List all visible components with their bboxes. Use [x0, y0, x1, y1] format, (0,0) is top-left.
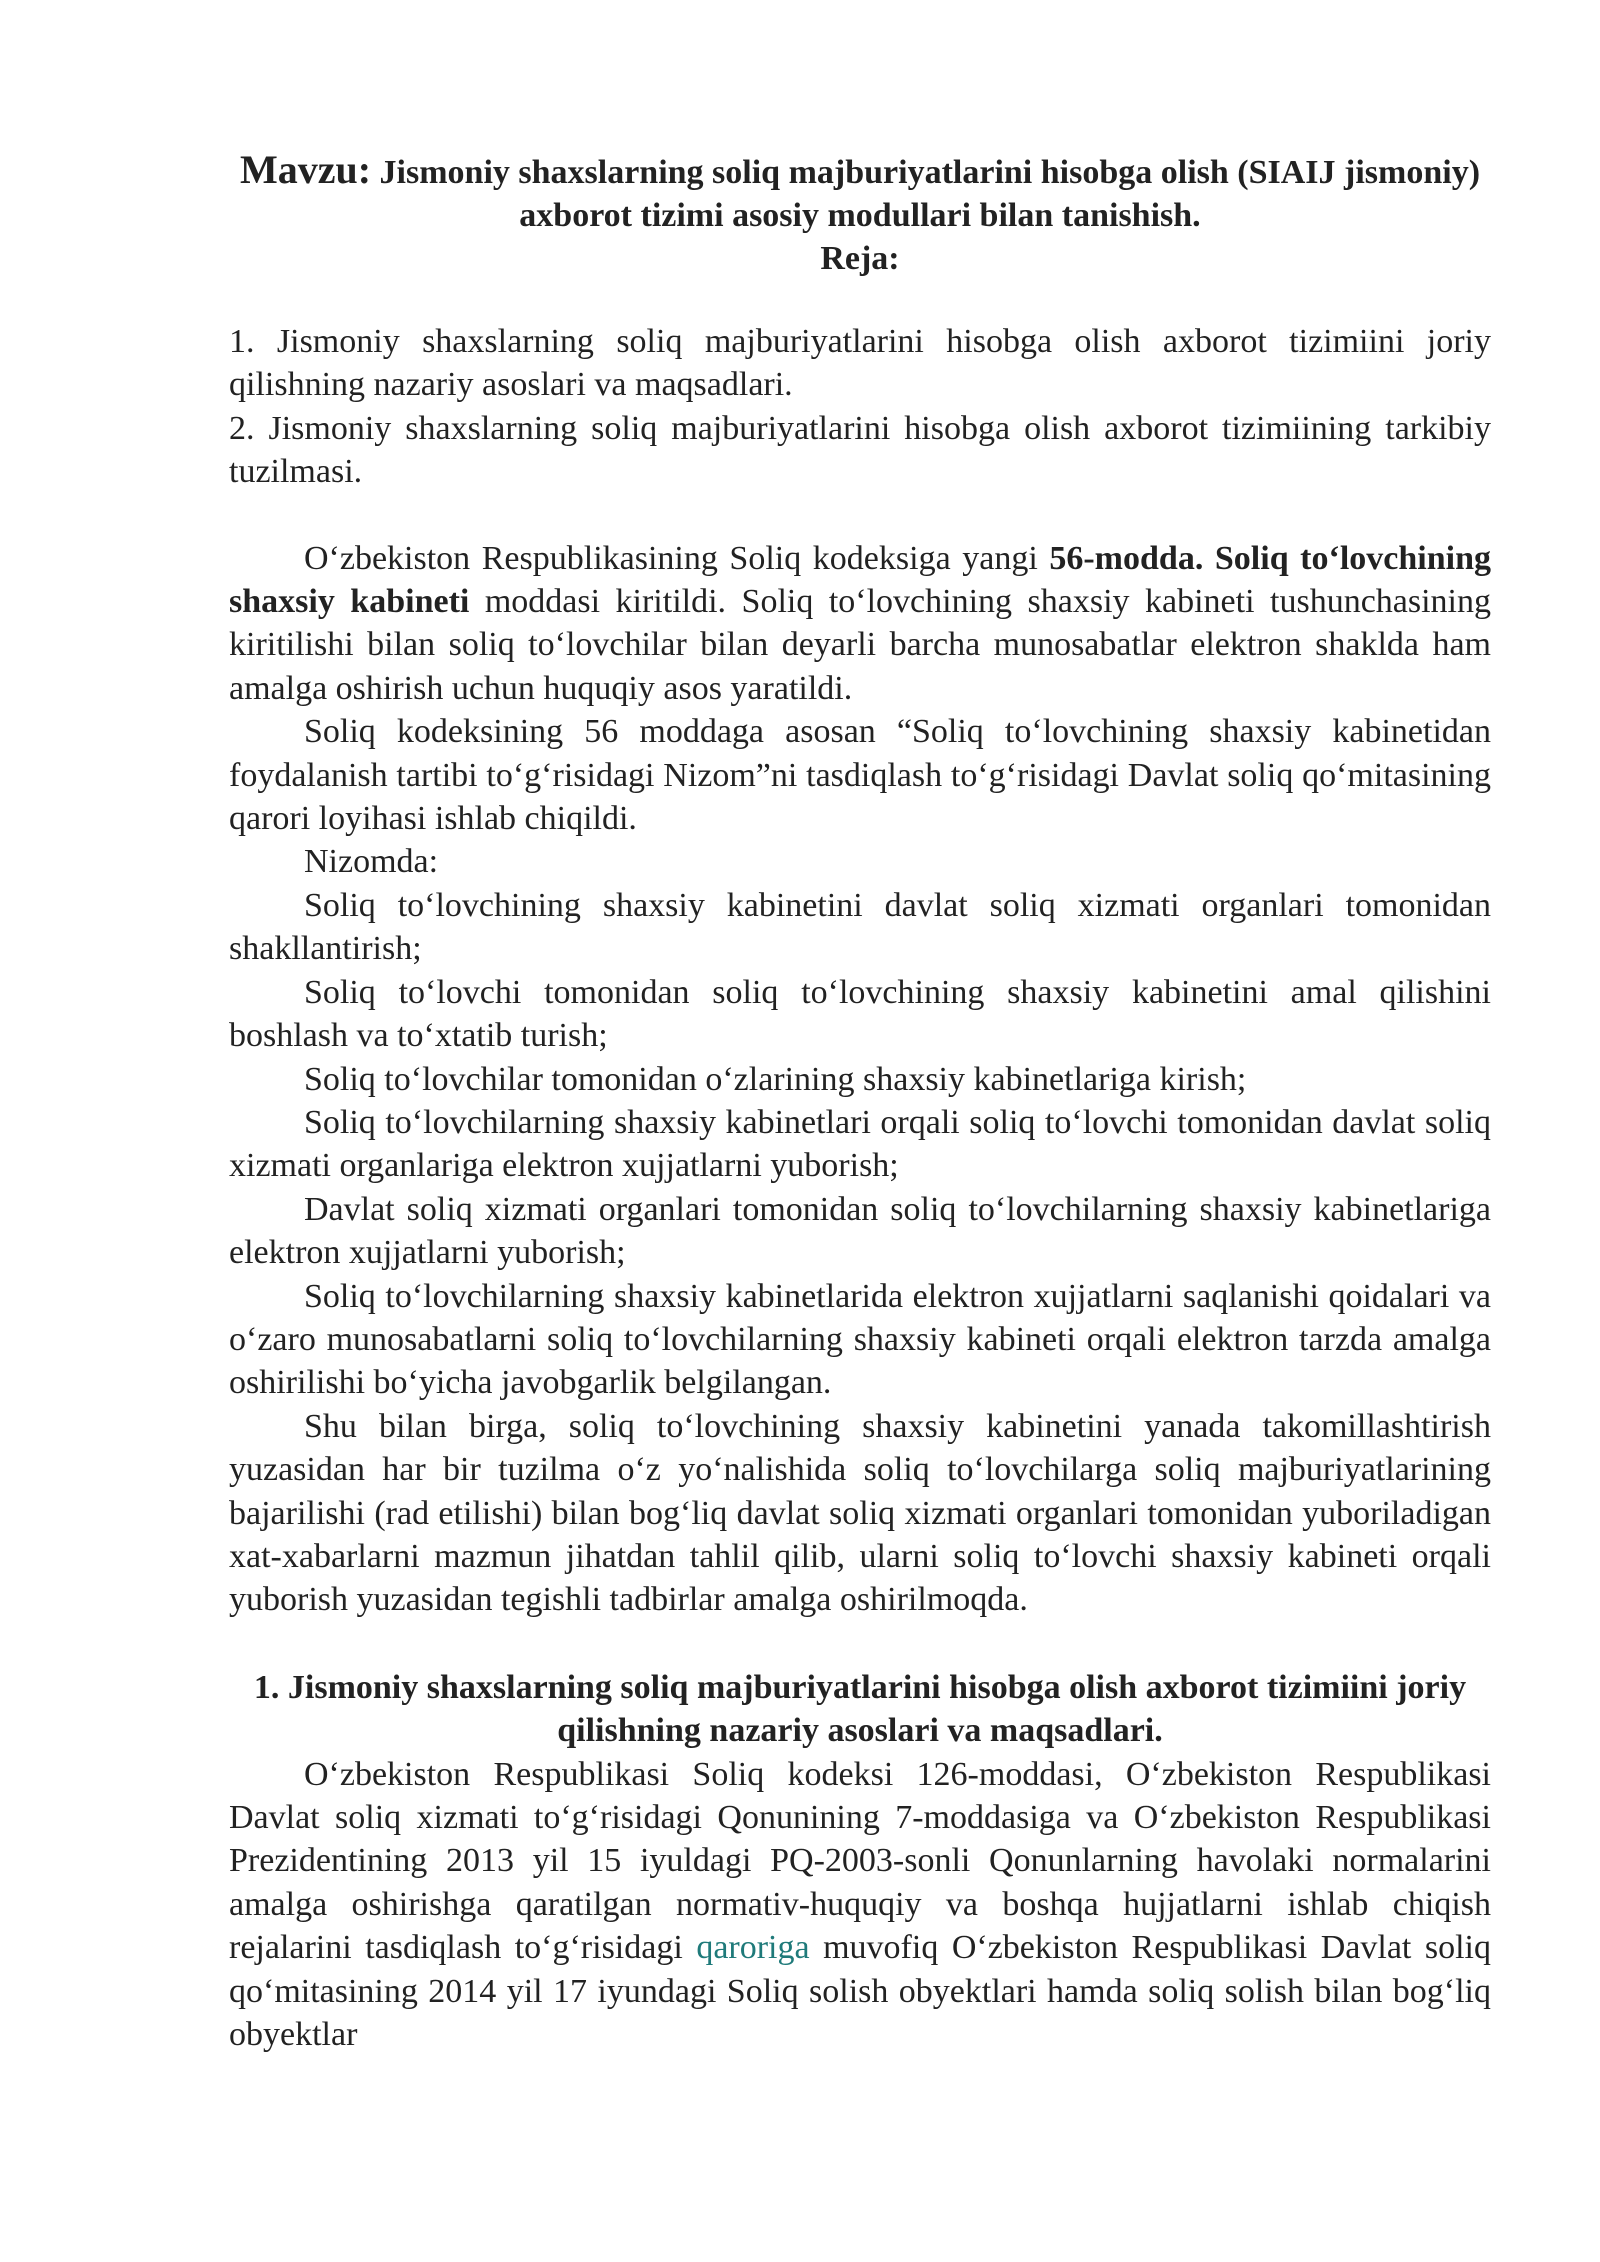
intro-text-a: O‘zbekiston Respublikasining Soliq kodeksiga yangi: [304, 539, 1050, 577]
paragraph-item-start-stop: Soliq to‘lovchi tomonidan soliq to‘lovchining shaxsiy kabinetini amal qilishini boshlash va to‘xtatib turish;: [229, 973, 1491, 1055]
paragraph-improvement: Shu bilan birga, soliq to‘lovchining shaxsiy kabinetini yanada takomillashtirish yuzasidan har bir tuzilma o‘z yo‘nalishida soliq to‘lovchilarga soliq majburiyatlarining bajarilishi (rad etilishi) bilan bog‘liq davlat soliq xizmati organlari tomonidan yuboriladigan xat-xabarlarni mazmun jihatdan tahlil qilib, ularni soliq to‘lovchi shaxsiy kabineti orqali yuborish yuzasidan tegishli tadbirlar amalga oshirilmoqda.: [229, 1407, 1491, 1619]
plan-list: [229, 320, 1491, 494]
title-prefix: Mavzu:: [239, 147, 372, 192]
section-1-text-before-link: O‘zbekiston Respublikasi Soliq kodeksi 126-moddasi, O‘zbekiston Respublikasi Davlat soliq xizmati to‘g‘risidagi Qonunining 7-moddasiga va O‘zbekiston Respublikasi Prezidentining 2013 yil 15 iyuldagi PQ-2003-sonli Qonunlarning havolaki normalarini amalga oshirishga qaratilgan normativ-huquqiy va boshqa hujjatlarni ishlab chiqish rejalarini tasdiqlash to‘g‘risidagi: [229, 1755, 1491, 1967]
paragraph-item-login: Soliq to‘lovchilar tomonidan o‘zlarining shaxsiy kabinetlariga kirish;: [304, 1060, 1247, 1098]
paragraph-item-send-to-authority: Soliq to‘lovchilarning shaxsiy kabinetlari orqali soliq to‘lovchi tomonidan davlat soliq xizmati organlariga elektron xujjatlarni yuborish;: [229, 1103, 1491, 1185]
section-1-text-after-link: muvofiq O‘zbekiston Respublikasi Davlat soliq qo‘mitasining 2014 yil 17 iyundagi Soliq solish obyektlari hamda soliq solish bilan bog‘liq obyektlar: [229, 1929, 1491, 2054]
section-1-paragraph: [229, 1753, 1491, 2057]
paragraph-regulation-draft: Soliq kodeksining 56 moddaga asosan “Soliq to‘lovchining shaxsiy kabinetidan foydalanish tartibi to‘g‘risidagi Nizom”ni tasdiqlash to‘g‘risidagi Davlat soliq qo‘mitasining qarori loyihasi ishlab chiqildi.: [229, 713, 1491, 838]
intro-paragraph: [229, 537, 1491, 711]
paragraph-nizomda: Nizomda:: [304, 843, 439, 881]
qaroriga-link[interactable]: qaroriga: [696, 1929, 810, 1967]
paragraph-item-forming: Soliq to‘lovchining shaxsiy kabinetini davlat soliq xizmati organlari tomonidan shakllantirish;: [229, 886, 1491, 968]
intro-text-c: moddasi kiritildi. Soliq to‘lovchining shaxsiy kabineti tushunchasining kiritilishi bilan soliq to‘lovchilar bilan deyarli barcha munosabatlar elektron shaklda ham amalga oshirish uchun huquqiy asos yaratildi.: [229, 583, 1491, 707]
paragraph-item-storage: Soliq to‘lovchilarning shaxsiy kabinetlarida elektron xujjatlarni saqlanishi qoidalari va o‘zaro munosabatlarni soliq to‘lovchilarning shaxsiy kabineti orqali elektron tarzda amalga oshirilishi bo‘yicha javobgarlik belgilangan.: [229, 1277, 1491, 1402]
plan-item-1: 1. Jismoniy shaxslarning soliq majburiyatlarini hisobga olish axborot tizimiini joriy qilishning nazariy asoslari va maqsadlari.: [229, 323, 1491, 404]
plan-heading: Reja:: [820, 240, 900, 277]
document-page: [229, 148, 1491, 2056]
page-title: [229, 148, 1491, 280]
paragraph-item-send-to-cabinet: Davlat soliq xizmati organlari tomonidan soliq to‘lovchilarning shaxsiy kabinetlariga elektron xujjatlarni yuborish;: [229, 1190, 1491, 1272]
section-1-heading: 1. Jismoniy shaxslarning soliq majburiyatlarini hisobga olish axborot tizimiini joriy qilishning nazariy asoslari va maqsadlari.: [253, 1668, 1467, 1750]
body-text: [229, 537, 1491, 1622]
intro-bold-article: 56-modda. Soliq to‘lovchining shaxsiy kabineti: [229, 539, 1491, 621]
title-text: Jismoniy shaxslarning soliq majburiyatlarini hisobga olish (SIAIJ jismoniy) axborot tizimi asosiy modullari bilan tanishish.: [379, 154, 1481, 234]
plan-item-2: 2. Jismoniy shaxslarning soliq majburiyatlarini hisobga olish axborot tizimiining tarkibiy tuzilmasi.: [229, 409, 1491, 491]
